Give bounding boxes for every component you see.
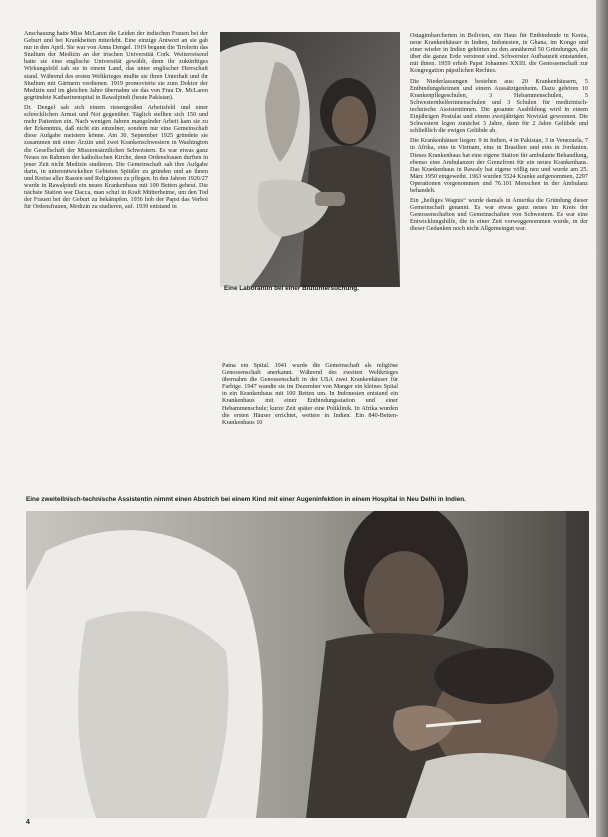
caption-top-photo: Eine Laborantin bei einer Blutuntersuchung. xyxy=(224,285,359,292)
page-number: 4 xyxy=(26,819,30,826)
paragraph: Patna ein Spital. 1941 wurde die Gemeinschaft als religiöse Genossenschaft anerkannt. Während des zweiten Weltkrieges übernahm die Genossenschaft in der USA zwei Krankenhäuser für Farbige. 1947 wandte sie im Dezember von Manger ein kleines Spital in ein Krankenhaus mit 100 Betten um. In Indonesien entstand ein Krankenhaus mit einer Entbindungsstation und einer Hebammenschule; kurze Zeit später eine Poliklinik. In Afrika wurden die ersten Häuser errichtet, weitere in Indien. Ein 840-Betten-Krankenhaus 10 xyxy=(222,362,398,426)
paragraph: Die Niederlassungen bestehen aus: 20 Krankenhäusern, 5 Entbindungsheimen und einem Aussätzigenheim. Dazu gehören 10 Krankenpflegeschulen, 3 Hebammenschulen, 5 Schwesternhelferinnenschulen und 3 Schulen für medizinisch-technische Assistentinnen. Die gesamte Ausbildung wird in einem Einjährigen Postulat und einem zweijährigen Noviziat gewonnen. Die Schwestern legen zunächst 3 Jahre, dann für 2 Jahre Gelübde und schließlich die ewigen Gelübde ab. xyxy=(410,77,588,135)
text-column-right xyxy=(410,32,588,490)
paragraph: Ostagimbarcherten in Bolivien, ein Haus für Entbindende in Kenia, neue Krankenhäuser in Indien, Indonesien, in Ghana, im Kongo und einer wieder in Indien gehörten zu den annähernd 50 Gründungen, die über die ganze Erde verstreut sind. Schwerster Aufbauzeit entstanden, mit ihnen. 1959 erhob Papst Johannes XXIII. die Genossenschaft zur Kongregation päpstlichen Rechtes. xyxy=(410,32,588,75)
paragraph: Dr. Dengel sah sich einem riesengroßen Arbeitsfeld und einer schrecklichen Armut und Not gegenüber. Täglich stellten sich 150 und mehr Patienten ein. Nach wenigen Jahren mangelnder Arbeit kam sie zu der Erkenntnis, daß nicht ein einzelner, sondern nur eine Gemeinschaft diese Aufgabe meistern könne. Am 30. September 1925 gründete sie zusammen mit einer Ärztin und zwei Krankenschwestern in Washington die Gesellschaft der Missionsärztlichen Schwestern. Es war etwas ganz Neues im Rahmen der katholischen Kirche, denn Ordensfrauen durften in jener Zeit nicht Medizin studieren. Die Gemeinschaft sah ihre Aufgabe darin, in unterentwickelten Gebieten Spitäler zu gründen und an ihnen und Kreise aller Rassen und Religionen zu pflegen. In den Jahren 1926/27 wurde in Rawalpindi ein neues Krankenhaus mit 100 Betten geheut. Die nächste Station war Dacca, man schuf in Kraft Mütterheime, um den Tod der Frauen bei der Geburt zu bekämpfen. 1936 hob der Papst das Verbot für Ordensfrauen, Medizin zu studieren, auf. 1939 entstand in xyxy=(24,103,208,211)
caption-large-photo: Eine zweiteilnisch-technische Assistentin nimmt einen Abstrich bei einem Kind mit einer Augeninfektion in einem Hospital in Neu Delhi in Indien. xyxy=(26,496,466,503)
text-column-middle xyxy=(222,362,398,490)
photo-lab-assistant-image xyxy=(220,32,400,287)
paragraph: Anschauung hatte Miss McLaren die Leiden der indischen Frauen bei der Geburt und bei Krankheiten miterlebt. Eine einzige Antwort an sie gab nur in den April. Sie war von Anna Dengel. 1919 begann die Tirolerin das Studium der Medizin an der irischen Universität Cork. Weiterreisend hatte sie eine englische Universität gewählt, denn ihr zukünftiges Wirkungsfeld sah sie in einem Land, das unter englischer Herrschaft stand. Während des ersten Weltkrieges mußte sie ihren Unterhalt und ihr Studium mit Gärtnern verdienen. 1919 promovierte sie zum Doktor der Medizin und im gleichen Jahre übernahm sie das von Frau Dr. McLaren gegründete Katharinenspital in Rawalpindi (heute Pakistan). xyxy=(24,30,208,101)
text-column-left xyxy=(24,30,208,490)
paragraph: Ein „heiliges Wagnis“ wurde damals in Amerika die Gründung dieser Gemeinschaft genannt. Es war etwas ganz neues im Kreis der Genossenschaften und Gemeinschaften von Schwestern. Es war eine Entwicklungshilfe, die in einer Zeit vorweggenommen wurde, in der dieser Gedanken noch nicht Allgemeingut war. xyxy=(410,197,588,233)
paragraph: Die Krankenhäuser liegen: 9 in Indien, 4 in Pakistan, 3 in Venezuela, 7 in Afrika, eins in Vietnam, eins in Brasilien und eins in Jordanien. Dieses Krankenhaus hat eine eigene Station für ambulante Behandlung, ebenso eine Ambulanzen der Grenzfront für ein neues Krankenhaus. Das Krankenhaus in Rawaly hat eigene völlig neu und wurde am 25. März 1950 eingeweiht. 1963 wurden 5524 Kranke aufgenommen, 2297 Operationen vorgenommen und 76.101 Menschen in der Ambulanz behandelt. xyxy=(410,137,588,194)
photo-eye-examination xyxy=(26,511,589,818)
photo-lab-assistant xyxy=(220,32,400,287)
binding-shadow xyxy=(596,0,608,837)
photo-eye-examination-image xyxy=(26,511,589,818)
